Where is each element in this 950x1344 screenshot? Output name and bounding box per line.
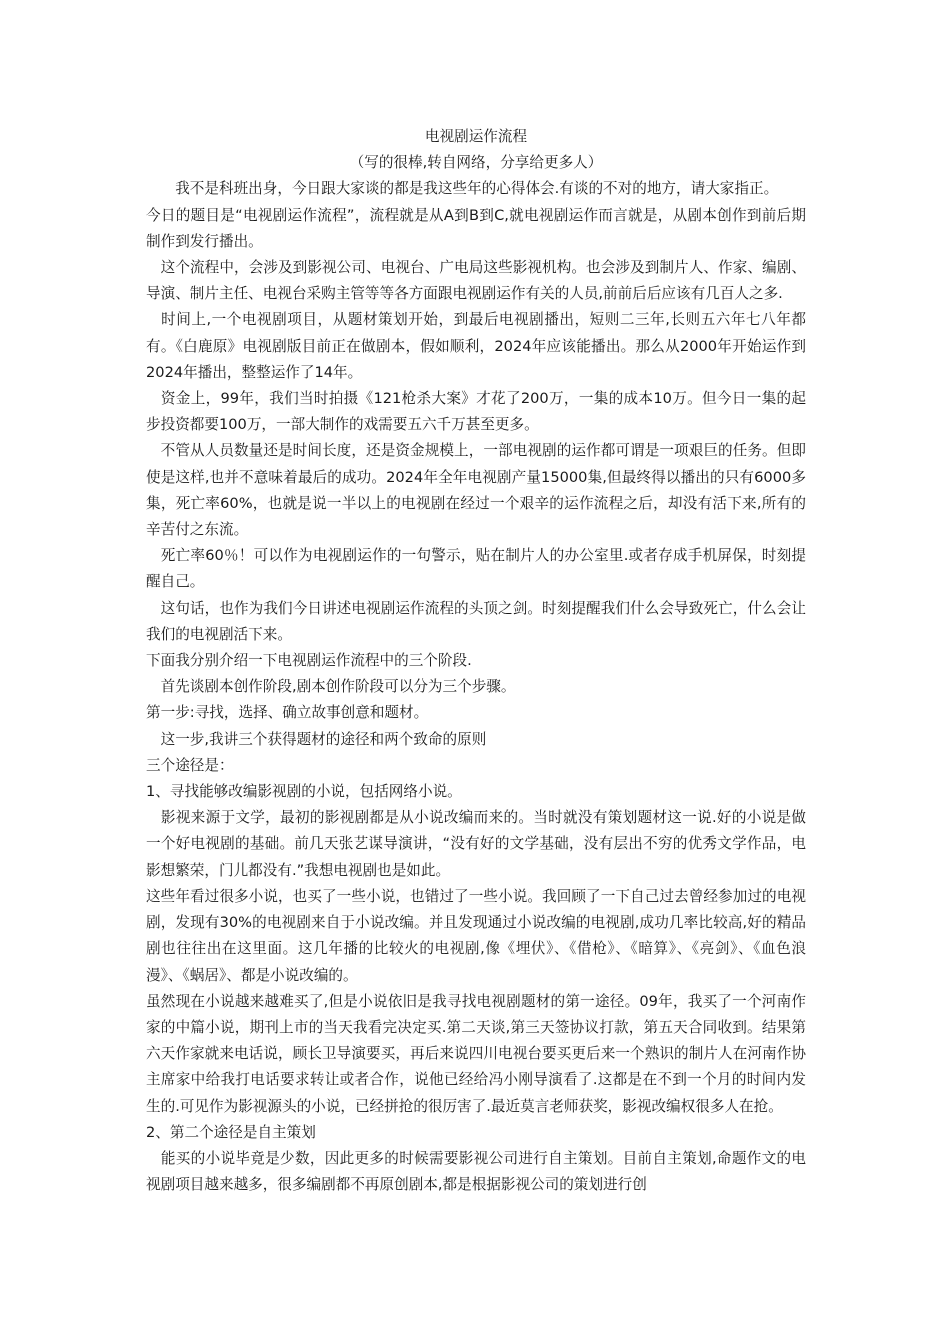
paragraph-literature: 影视来源于文学，最初的影视剧都是从小说改编而来的。当时就没有策划题材这一说.好的小说是做一个好电视剧的基础。前几天张艺谋导演讲，“没有好的文学基础，没有层出不穷的优秀文学作品，电影想繁荣，门儿都没有.”我想电视剧也是如此。 <box>146 809 806 879</box>
paragraph-script-stage: 首先谈剧本创作阶段,剧本创作阶段可以分为三个步骤。 <box>146 678 516 696</box>
document-body <box>146 124 806 1198</box>
paragraph-warning: 死亡率60％！可以作为电视剧运作的一句警示，贴在制片人的办公室里.或者存成手机屏保，时刻提醒自己。 <box>146 547 806 591</box>
paragraph-funding: 资金上，99年，我们当时拍摄《121枪杀大案》才花了200万，一集的成本10万。但今日一集的起步投资都要100万，一部大制作的戏需要五六千万甚至更多。 <box>146 390 806 434</box>
paragraph-sword: 这句话，也作为我们今日讲述电视剧运作流程的头顶之剑。时刻提醒我们什么会导致死亡，什么会让我们的电视剧活下来。 <box>146 599 806 643</box>
paragraph-self-planning: 能买的小说毕竟是少数，因此更多的时候需要影视公司进行自主策划。目前自主策划,命题作文的电视剧项目越来越多，很多编剧都不再原创剧本,都是根据影视公司的策划进行创 <box>146 1149 806 1194</box>
document-title: 电视剧运作流程 <box>424 128 528 145</box>
paragraph-novels: 这些年看过很多小说，也买了一些小说，也错过了一些小说。我回顾了一下自己过去曾经参加过的电视剧，发现有30%的电视剧来自于小说改编。并且发现通过小说改编的电视剧,成功几率比较高,好的精品剧也往往出在这里面。这几年播的比较火的电视剧,像《埋伏》、《借枪》、《暗算》、《亮剑》、《血色浪漫》、《蜗居》、都是小说改编的。 <box>146 887 806 984</box>
paragraph-intro: 我不是科班出身，今日跟大家谈的都是我这些年的心得体会.有谈的不对的地方，请大家指正。 <box>146 180 779 198</box>
heading-step-one: 第一步:寻找，选择、确立故事创意和题材。 <box>146 704 429 722</box>
paragraph-step-one-intro: 这一步,我讲三个获得题材的途径和两个致命的原则 <box>146 730 487 748</box>
heading-three-paths: 三个途径是： <box>146 756 234 774</box>
heading-path-two: 2、第二个途径是自主策划 <box>146 1123 316 1141</box>
paragraph-stages-intro: 下面我分别介绍一下电视剧运作流程中的三个阶段. <box>146 652 472 670</box>
paragraph-buying-novels: 虽然现在小说越来越难买了,但是小说依旧是我寻找电视剧题材的第一途径。09年，我买了一个河南作家的中篇小说，期刊上市的当天我看完决定买.第二天谈,第三天签协议打款，第五天合同收到。结果第六天作家就来电话说，顾长卫导演要买，再后来说四川电视台要买更后来一个熟识的制片人在河南作协主席家中给我打电话要求转让或者合作，说他已经给冯小刚导演看了.这都是在不到一个月的时间内发生的.可见作为影视源头的小说，已经拼抢的很厉害了.最近莫言老师获奖，影视改编权很多人在抢。 <box>146 992 806 1115</box>
paragraph-time: 时间上,一个电视剧项目，从题材策划开始，到最后电视剧播出，短则二三年,长则五六年七八年都有。《白鹿原》电视剧版目前正在做剧本，假如顺利，2024年应该能播出。那么从2000年开始运作到2024年播出，整整运作了14年。 <box>146 311 806 381</box>
paragraph-difficulty: 不管从人员数量还是时间长度，还是资金规模上，一部电视剧的运作都可谓是一项艰巨的任务。但即使是这样,也并不意味着最后的成功。2024年全年电视剧产量15000集,但最终得以播出的只有6000多集，死亡率60%，也就是说一半以上的电视剧在经过一个艰辛的运作流程之后，却没有活下来,所有的辛苦付之东流。 <box>146 442 806 539</box>
paragraph-institutions: 这个流程中，会涉及到影视公司、电视台、广电局这些影视机构。也会涉及到制片人、作家、编剧、导演、制片主任、电视台采购主管等等各方面跟电视剧运作有关的人员,前前后后应该有几百人之多. <box>146 259 806 303</box>
paragraph-topic: 今日的题目是“电视剧运作流程”，流程就是从A到B到C,就电视剧运作而言就是，从剧本创作到前后期制作到发行播出。 <box>146 206 806 250</box>
document-subtitle: （写的很棒,转自网络，分享给更多人） <box>349 154 603 172</box>
heading-path-one: 1、寻找能够改编影视剧的小说，包括网络小说。 <box>146 783 462 801</box>
